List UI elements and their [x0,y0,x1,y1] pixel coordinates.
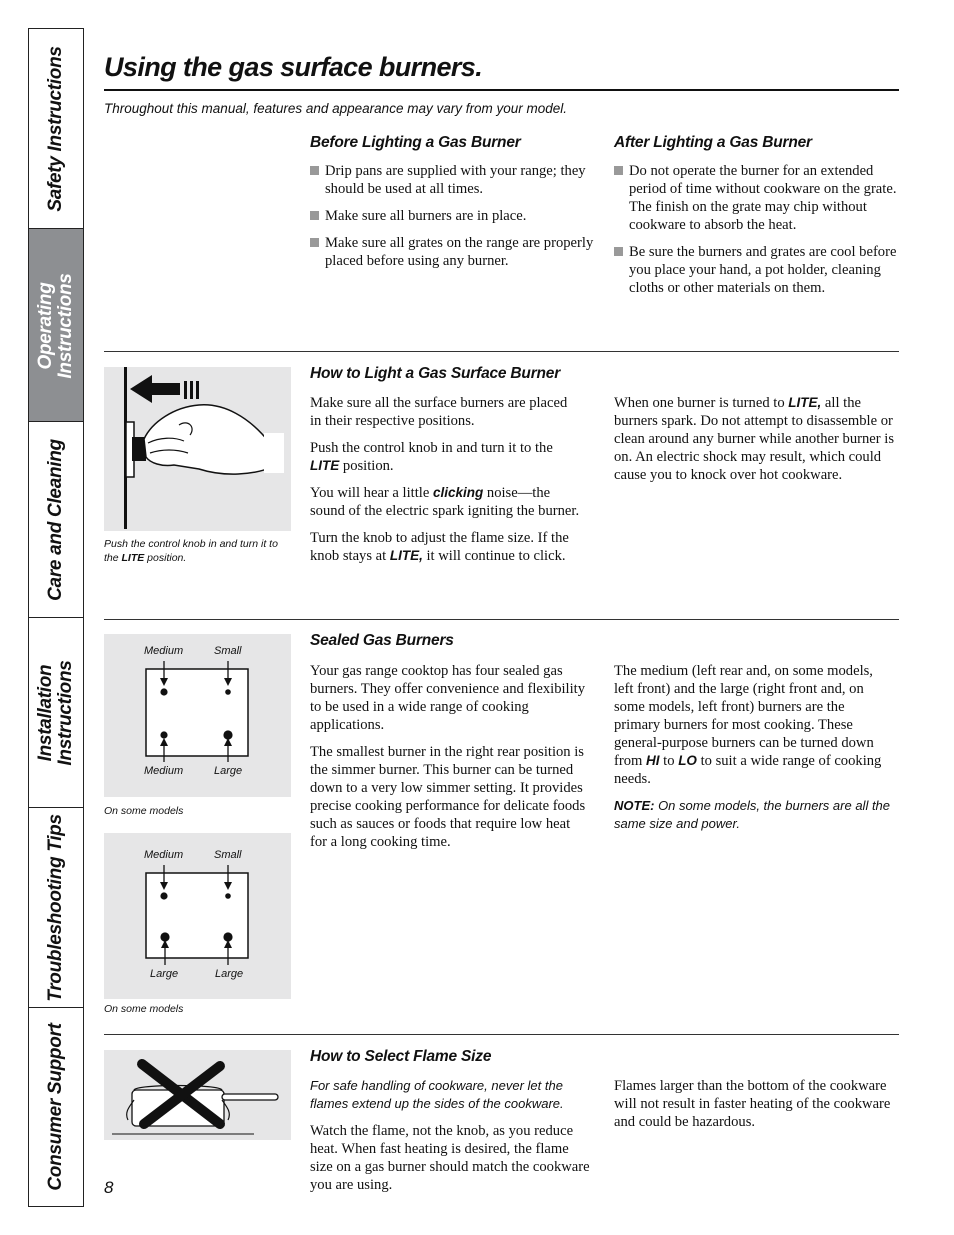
burner-diagram-2 [104,833,291,999]
burner-label-bottom-right: Large [214,765,243,777]
how-to-light-heading: How to Light a Gas Surface Burner [310,365,561,382]
bullet-square-icon [310,238,319,247]
burner-diagram-1 [104,634,291,797]
after-lighting-heading: After Lighting a Gas Burner [614,134,812,151]
burner-label-top-right: Small [214,849,242,861]
burner-label-bottom-left: Medium [144,765,184,777]
bullet-square-icon [614,247,623,256]
tab-troubleshooting-tips[interactable] [28,807,84,1008]
list-item: Drip pans are supplied with your range; they should be used at all times. [310,162,595,198]
tab-consumer-support[interactable] [28,1007,84,1207]
sealed-burners-heading: Sealed Gas Burners [310,632,454,649]
page-number: 8 [104,1178,114,1197]
tab-label: Consumer Support [45,1023,66,1191]
knob-illustration [104,367,291,531]
paragraph: The smallest burner in the right rear position is the simmer burner. This burner can be turned down to a very low simmer setting. It provides precise cooking performance for delicate foods such as sauces or foods that require low heat for a long cooking time. [310,744,586,850]
bullet-square-icon [310,211,319,220]
paragraph: Watch the flame, not the knob, as you reduce heat. When fast heating is desired, the flame size on a gas burner should match the cookware you are using. [310,1123,590,1193]
before-lighting-heading: Before Lighting a Gas Burner [310,134,521,151]
how-to-light-text [310,394,580,574]
list-item: Be sure the burners and grates are cool before you place your hand, a pot holder, cleaning cloths or other materials on them. [614,243,900,297]
tab-label-line1: Operating [35,281,56,370]
before-lighting-list [310,162,595,279]
page-subtitle: Throughout this manual, features and appearance may vary from your model. [104,101,567,116]
section-divider [104,1034,899,1035]
tab-label: Care and Cleaning [45,439,66,601]
paragraph: When one burner is turned to LITE, all the burners spark. Do not attempt to disassemble or clean around any burner while another burner is on. An electric shock may result, which could cause you to knock over hot cookware. [614,395,895,483]
sealed-burners-text-right [614,662,894,842]
bullet-square-icon [614,166,623,175]
burner-label-bottom-left: Large [150,968,179,980]
paragraph: Make sure all the surface burners are placed in their respective positions. [310,395,568,429]
tab-label-line2: Instructions [55,272,76,379]
paragraph: The medium (left rear and, on some models, left front) and the large (right front and, on some models, left front) burners are the primary burners for most cooking. These general-purpose burners can be turned down from HI to LO to suit a wide range of cooking needs. [614,663,882,787]
flame-illustration [104,1050,291,1140]
burner-label-top-left: Medium [144,849,184,861]
oversized-flame-crossed-icon [104,1050,291,1140]
tab-installation-instructions[interactable] [28,617,84,808]
diagram-2-caption: On some models [104,1003,184,1015]
bullet-square-icon [310,166,319,175]
burner-label-bottom-right: Large [215,968,244,980]
paragraph: Push the control knob in and turn it to the LITE position. [310,440,553,474]
flame-size-heading: How to Select Flame Size [310,1048,492,1065]
tab-safety-instructions[interactable] [28,28,84,229]
diagram-1-caption: On some models [104,805,184,817]
after-lighting-list [614,162,900,306]
flame-size-text [310,1077,590,1203]
knob-caption: Push the control knob in and turn it to the LITE position. [104,538,278,564]
page-title: Using the gas surface burners. [104,52,483,82]
tab-care-and-cleaning[interactable] [28,421,84,618]
list-item: Do not operate the burner for an extended period of time without cookware on the grate. The finish on the grate may chip without cookware to absorb the heat. [614,162,900,234]
paragraph: You will hear a little clicking noise—the sound of the electric spark igniting the burner. [310,485,580,519]
paragraph: Your gas range cooktop has four sealed gas burners. They offer convenience and flexibility to be used in a wide range of cooking applications. [310,663,586,733]
safety-note: For safe handling of cookware, never let the flames extend up the sides of the cookware. [310,1078,564,1111]
paragraph: Turn the knob to adjust the flame size. If the knob stays at LITE, it will continue to click. [310,530,569,564]
tab-label-line1: Installation [35,664,56,762]
cooktop-layout-icon [104,634,291,797]
sealed-burners-text [310,662,590,860]
cooktop-layout-icon [104,833,291,999]
burner-label-top-left: Medium [144,645,184,657]
burner-label-top-right: Small [214,645,242,657]
section-tabs [28,28,84,1206]
section-divider [104,619,899,620]
paragraph: Flames larger than the bottom of the cookware will not result in faster heating of the cookware and could be hazardous. [614,1078,891,1130]
flame-size-text-right [614,1077,894,1140]
note: NOTE: On some models, the burners are all the same size and power. [614,798,891,831]
tab-label: Troubleshooting Tips [45,814,66,1002]
list-item: Make sure all grates on the range are properly placed before using any burner. [310,234,595,270]
hand-pushing-knob-icon [104,367,291,531]
list-item: Make sure all burners are in place. [310,207,595,225]
tab-label: Safety Instructions [45,46,66,212]
tab-label-line2: Instructions [55,660,76,766]
tab-operating-instructions[interactable] [28,228,84,422]
spark-warning-text [614,394,894,493]
section-divider [104,351,899,352]
title-rule [104,89,899,91]
